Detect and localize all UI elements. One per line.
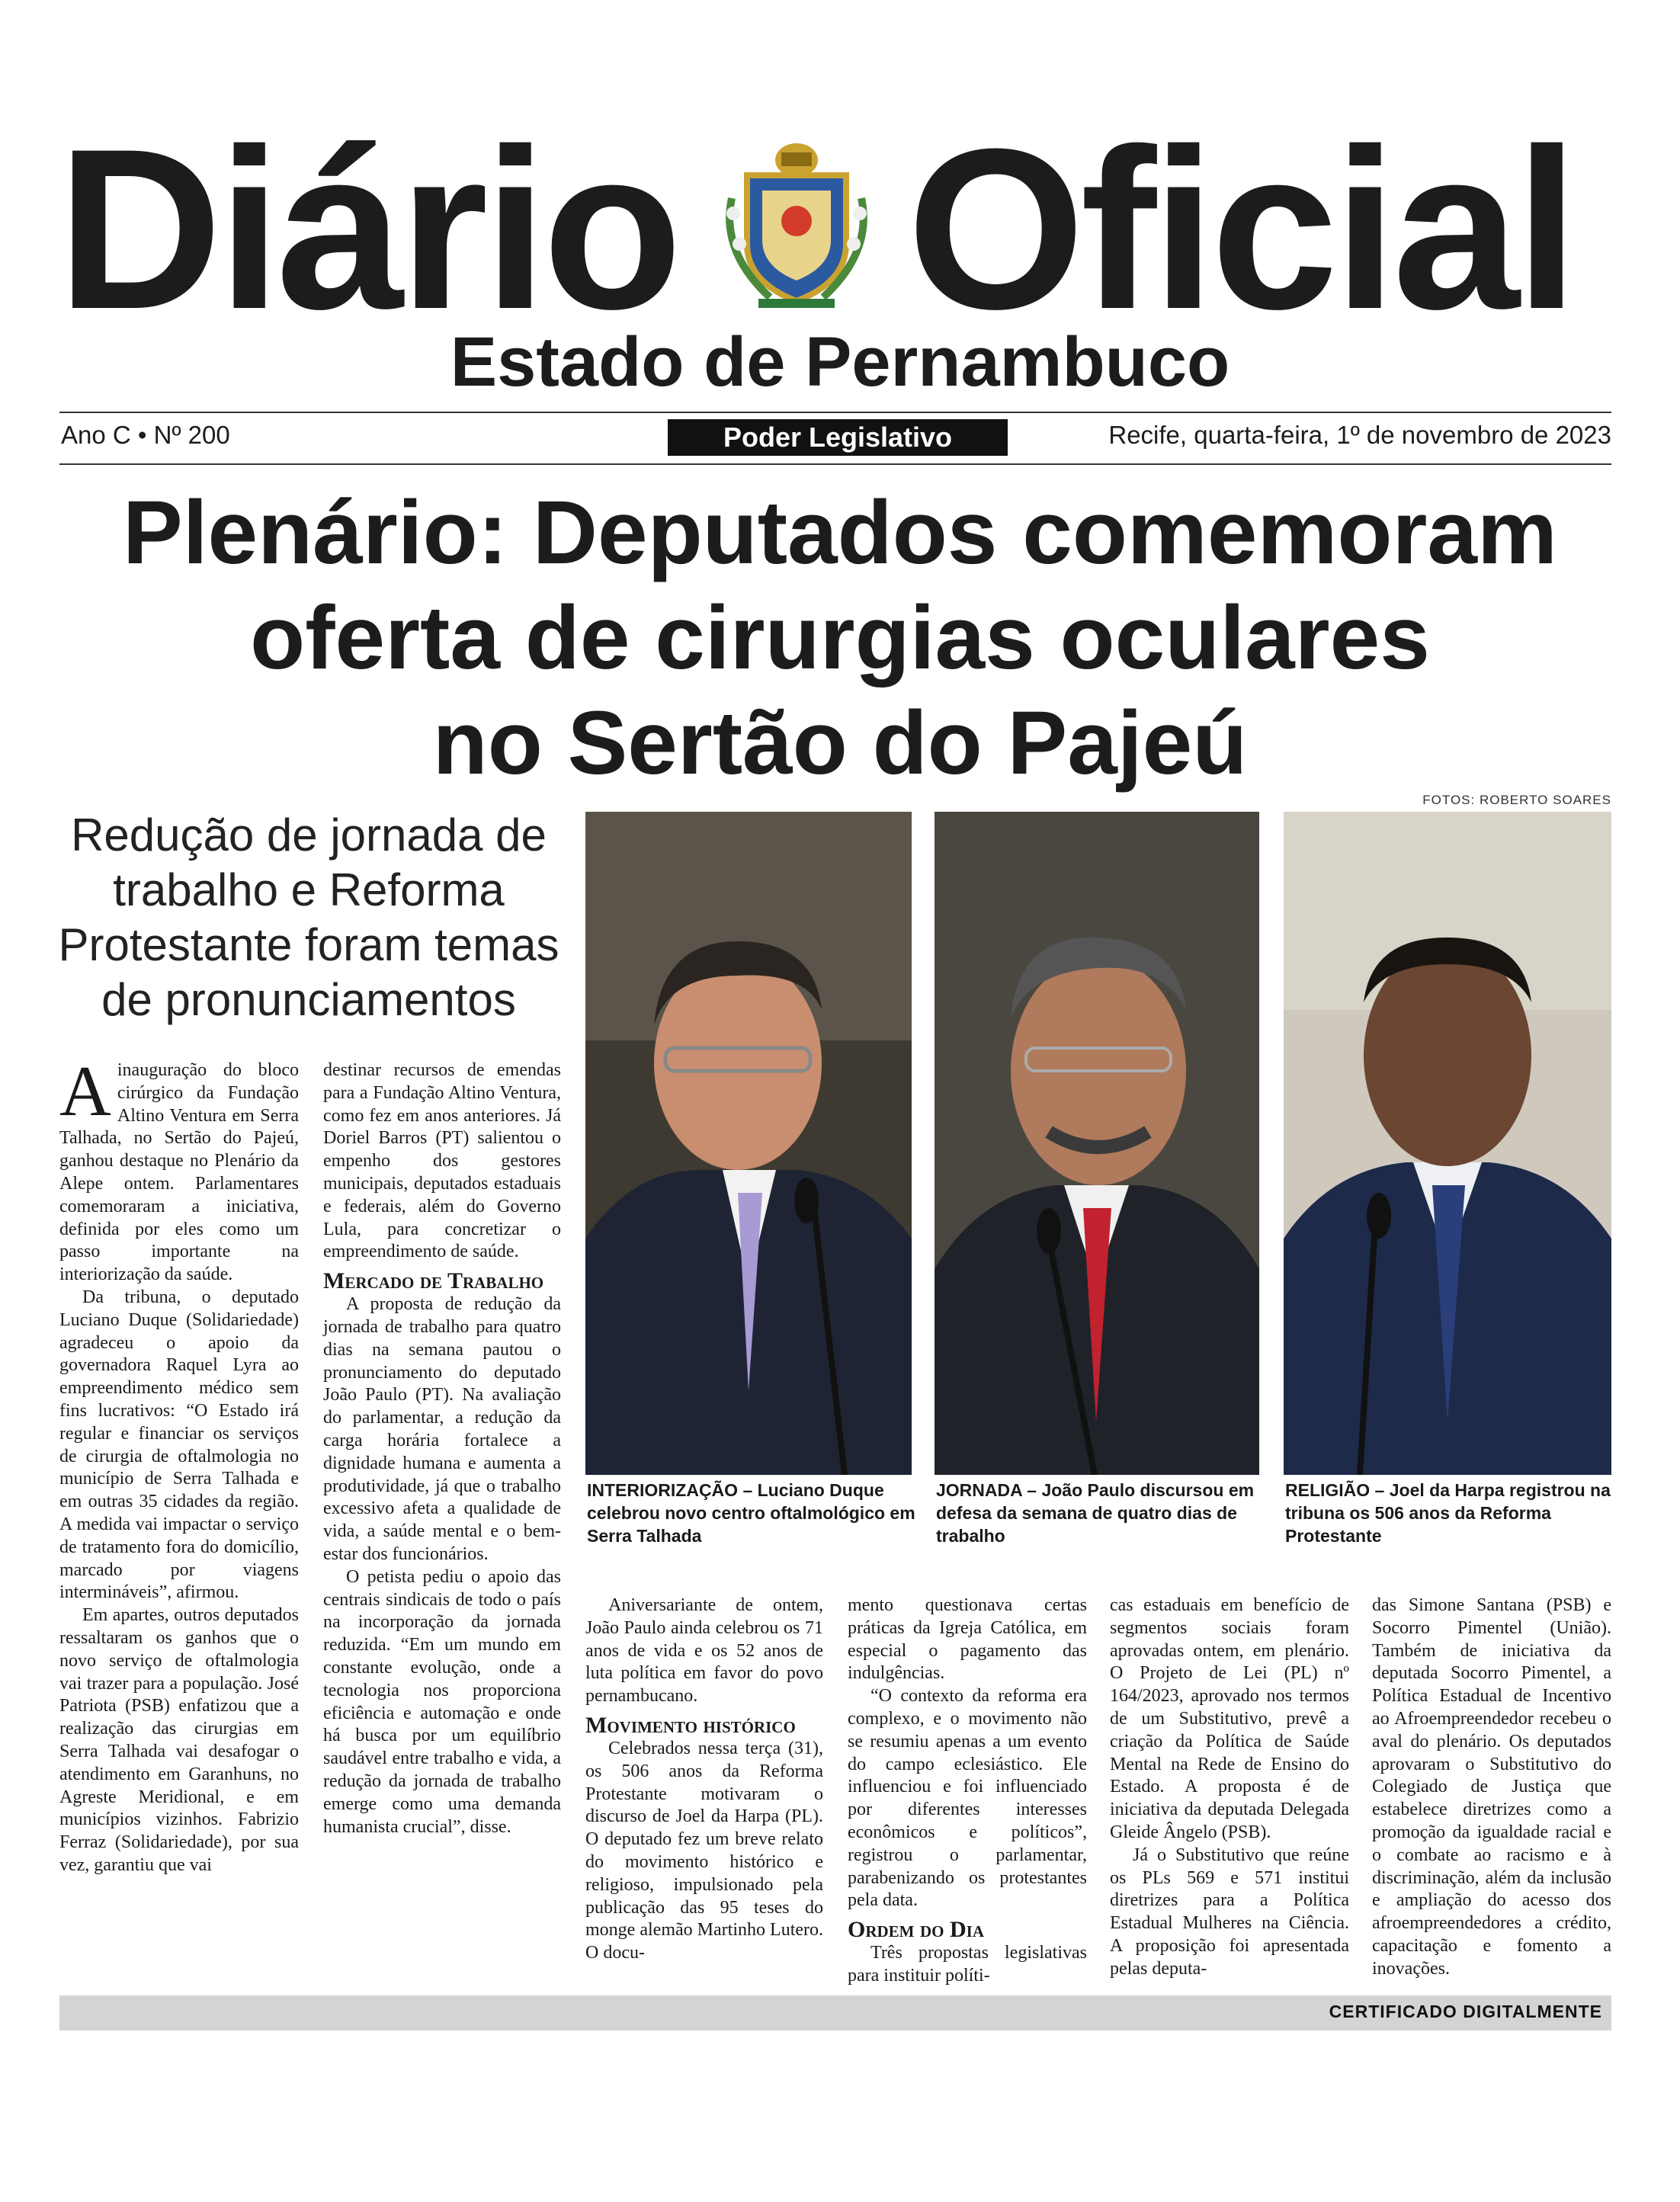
headline-line-2: oferta de cirurgias oculares bbox=[250, 588, 1430, 688]
article-paragraph: Celebrados nessa terça (31), os 506 anos da Reforma Protestante motivaram o discurso de Joel da Harpa (PL). O deputado fez um breve relato do movimento histórico e religioso, impulsionado pela publicação das 95 teses do monge alemão Martinho Lutero. O docu- bbox=[585, 1738, 823, 1963]
article-paragraph: Da tribuna, o deputado Luciano Duque (Solidariedade) agradeceu o apoio da governadora Raquel Lyra ao empreendimento médico sem fins lucrativos: “O Estado irá regular e financiar os serviços de cirurgia de oftalmologia no município de Serra Talhada e em outras 35 cidades da região. A medida vai impactar o serviço de tratamento fora do domicílio, marcado por viagens intermináveis”, afirmou. bbox=[59, 1287, 299, 1603]
article-paragraph bbox=[59, 1052, 299, 1287]
caption-photo-3: RELIGIÃO – Joel da Harpa registrou na tribuna os 506 anos da Reforma Protestante bbox=[1285, 1480, 1611, 1546]
caption-photo-2: JORNADA – João Paulo discursou em defesa da semana de quatro dias de trabalho bbox=[936, 1480, 1255, 1546]
article-paragraph: Três propostas legislativas para instituir políti- bbox=[848, 1943, 1087, 1986]
section-badge: Poder Legislativo bbox=[668, 419, 1008, 456]
digital-certification-label: CERTIFICADO DIGITALMENTE bbox=[1329, 2002, 1602, 2021]
article-paragraph: Aniversariante de ontem, João Paulo ainda celebrou os 71 anos de vida e os 52 anos de luta política em favor do povo pernambucano. bbox=[585, 1595, 823, 1707]
section-heading-mercado: Mercado de Trabalho bbox=[323, 1268, 544, 1294]
article-paragraph: A proposta de redução da jornada de trabalho para quatro dias na semana pautou o pronunciamento do deputado João Paulo (PT). Na avaliação do parlamentar, a redução da carga horária fortalece a dignidade humana e aumenta a produtividade, já que o trabalho excessivo afeta a qualidade de vida, a saúde mental e o bem-estar dos funcionários. bbox=[323, 1294, 561, 1564]
article-column-3 bbox=[585, 1595, 823, 1965]
headline-line-1: Plenário: Deputados comemoram bbox=[123, 482, 1557, 583]
top-rule bbox=[59, 412, 1611, 413]
article-column-1 bbox=[59, 1052, 299, 1877]
article-paragraph-text: inauguração do bloco cirúrgico da Fundação Altino Ventura em Serra Talhada, no Sertão do Pajeú, ganhou destaque no Plenário da Alepe ontem. Parlamentares comemoraram a iniciativa, definida por eles como um passo importante na interiorização da saúde. bbox=[59, 1060, 299, 1285]
photo-credit: FOTOS: ROBERTO SOARES bbox=[1422, 793, 1611, 807]
photo-joel-da-harpa bbox=[1284, 812, 1611, 1475]
footer-bar bbox=[59, 1995, 1611, 2031]
photo-joao-paulo bbox=[935, 812, 1259, 1475]
coat-of-arms-icon bbox=[717, 130, 877, 313]
masthead-title-left: Diário bbox=[57, 101, 678, 357]
bottom-rule bbox=[59, 463, 1611, 465]
masthead-subtitle: Estado de Pernambuco bbox=[450, 323, 1230, 401]
headline-line-3: no Sertão do Pajeú bbox=[432, 693, 1248, 793]
article-paragraph: “O contexto da reforma era complexo, e o movimento não se resumiu apenas a um evento do campo eclesiástico. Ele influenciou e foi influenciado por diferentes interesses econômicos e políticos”, registrou o parlamentar, parabenizando os protestantes pela data. bbox=[848, 1686, 1087, 1911]
section-heading-ordem: Ordem do Dia bbox=[848, 1917, 984, 1943]
article-column-6 bbox=[1372, 1595, 1611, 1981]
article-paragraph: O petista pediu o apoio das centrais sindicais de todo o país na incorporação da jornada reduzida. “Em um mundo em constante evolução, onde a tecnologia nos proporciona eficiência e automação e onde há busca por um equilíbrio saudável entre trabalho e vida, a redução da jornada de trabalho emerge como uma demanda humanista crucial”, disse. bbox=[323, 1566, 561, 1837]
caption-photo-1: INTERIORIZAÇÃO – Luciano Duque celebrou novo centro oftalmológico em Serra Talhada bbox=[587, 1480, 915, 1546]
article-paragraph: cas estaduais em benefício de segmentos sociais foram aprovadas ontem, em plenário. O Projeto de Lei (PL) nº 164/2023, aprovado nos termos de um Substitutivo, prevê a criação da Política de Saúde Mental na Rede de Ensino do Estado. A proposta é de iniciativa da deputada Delegada Gleide Ângelo (PSB). bbox=[1110, 1595, 1349, 1842]
article-paragraph: destinar recursos de emendas para a Fundação Altino Ventura, como fez em anos anteriores. Já Doriel Barros (PT) salientou o empenho dos gestores municipais, deputados estaduais e federais, além do Governo Lula, para concretizar o empreendimento de saúde. bbox=[323, 1060, 561, 1262]
article-paragraph: das Simone Santana (PSB) e Socorro Pimentel (União). Também de iniciativa da deputada Socorro Pimentel, a Política Estadual de Incentivo ao Afroempreendedor recebeu o aval do plenário. Os deputados aprovaram o Substitutivo do Colegiado de Justiça que estabelece diretrizes como a promoção da igualdade racial e o combate ao racismo e à discriminação, além da inclusão e ampliação do acesso dos afroempreendedores a crédito, capacitação e fomento a inovações. bbox=[1372, 1595, 1611, 1979]
subhead: Redução de jornada de trabalho e Reforma Protestante foram temas de pronunciamentos bbox=[58, 809, 559, 1025]
masthead-title-right: Oficial bbox=[907, 101, 1574, 357]
article-paragraph: Já o Substitutivo que reúne os PLs 569 e 571 institui diretrizes para a Política Estadual Mulheres na Ciência. A proposição foi apresentada pelas deputa- bbox=[1110, 1845, 1349, 1979]
article-column-4 bbox=[848, 1595, 1087, 1988]
photo-luciano-duque bbox=[585, 812, 912, 1475]
dateline: Recife, quarta-feira, 1º de novembro de 2023 bbox=[1108, 421, 1611, 449]
article-column-5 bbox=[1110, 1595, 1349, 1981]
drop-cap: A bbox=[59, 1052, 111, 1131]
article-paragraph: Em apartes, outros deputados ressaltaram os ganhos que o novo serviço de oftalmologia vai trazer para a população. José Patriota (PSB) enfatizou que a realização das cirurgias em Serra Talhada vai desafogar o atendimento em Garanhuns, no Agreste Meridional, e em municípios vizinhos. Fabrizio Ferraz (Solidariedade), por sua vez, garantiu que vai bbox=[59, 1605, 299, 1875]
headline bbox=[30, 480, 1650, 796]
article-paragraph: mento questionava certas práticas da Igreja Católica, em especial o pagamento das indulgências. bbox=[848, 1595, 1087, 1684]
section-heading-movimento: Movimento histórico bbox=[585, 1712, 796, 1738]
article-column-2 bbox=[323, 1059, 561, 1838]
issue-number: Ano C • Nº 200 bbox=[61, 421, 230, 449]
